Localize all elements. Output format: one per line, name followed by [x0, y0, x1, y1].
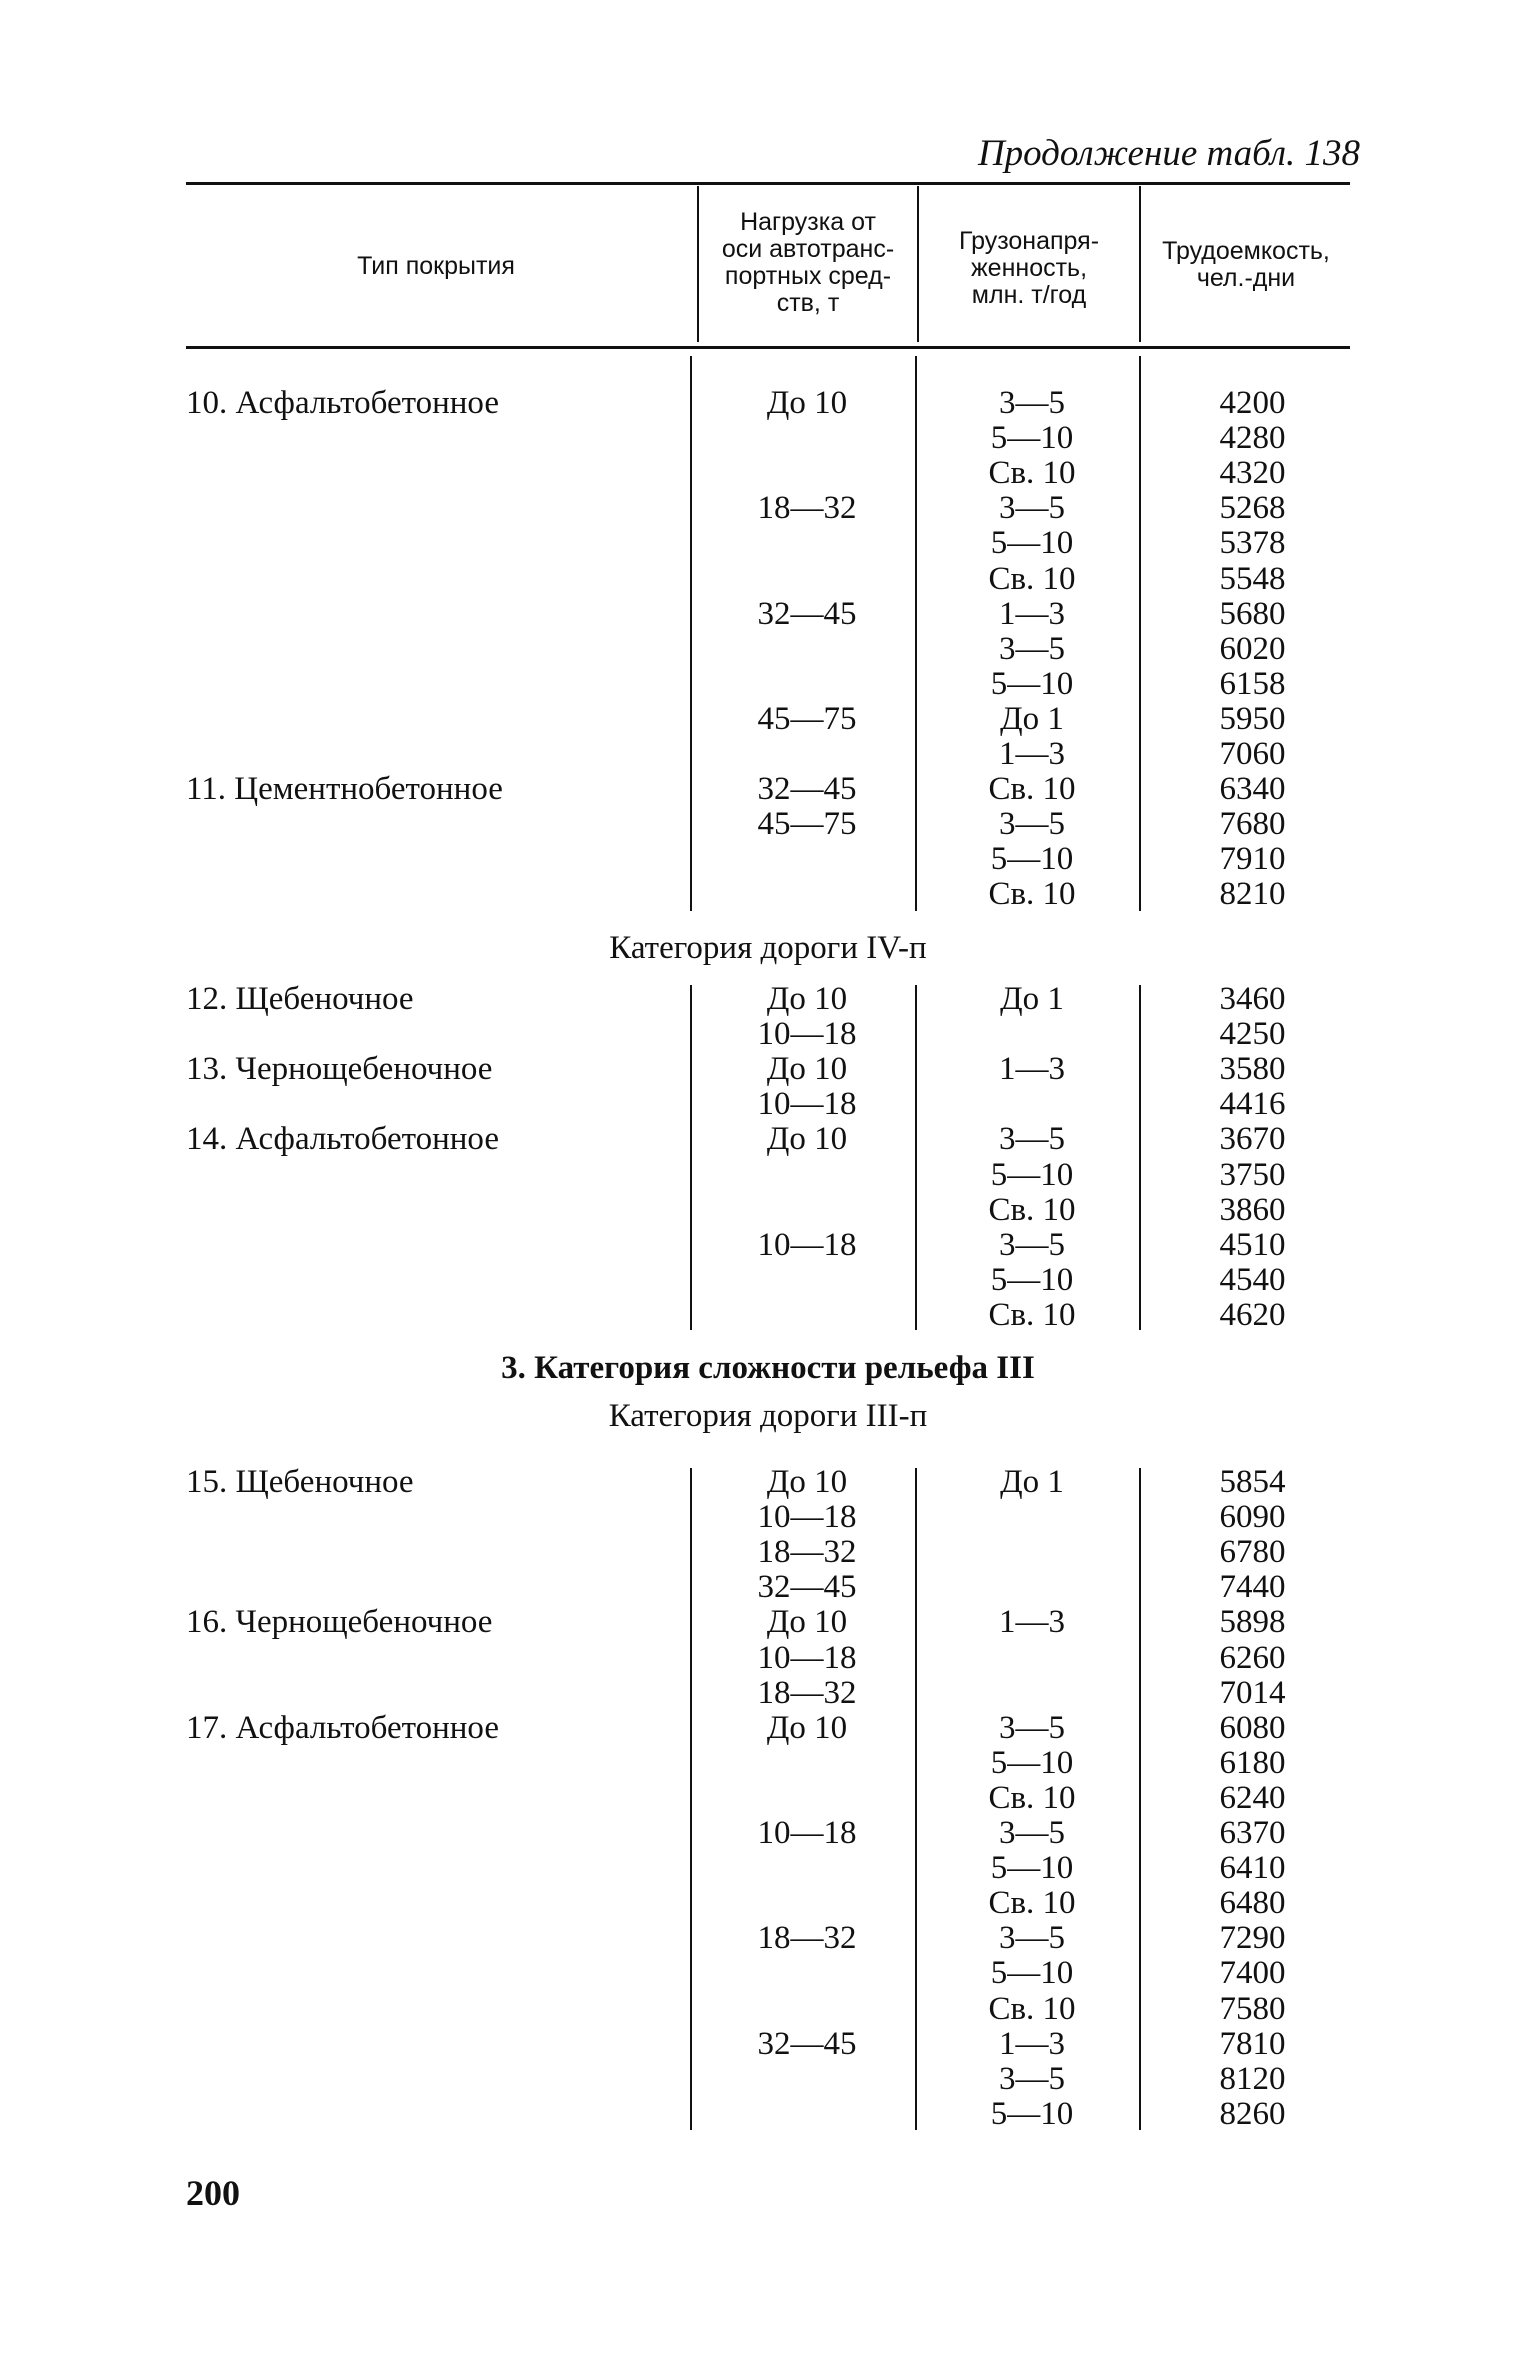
table-row	[0, 1781, 1535, 1816]
cell-cargo: 1—3	[999, 2025, 1065, 2062]
header-load-line: портных сред-	[724, 262, 892, 290]
table-row	[0, 386, 1535, 421]
cell-cargo: 1—3	[999, 1604, 1065, 1641]
page-number: 200	[186, 2173, 240, 2213]
cell-load: 10—18	[757, 1499, 857, 1536]
table-row	[0, 1017, 1535, 1052]
cell-load: 10—18	[757, 1639, 857, 1676]
cell-type: 14. Асфальтобетонное	[186, 1121, 499, 1158]
header-divider-1	[697, 186, 699, 342]
cell-load: 32—45	[757, 771, 857, 808]
table-row	[0, 1263, 1535, 1298]
cell-labor: 7810	[1219, 2025, 1286, 2062]
cell-labor: 3860	[1219, 1191, 1286, 1228]
section-subheading: Категория дороги III-п	[608, 1398, 928, 1434]
cell-type: 17. Асфальтобетонное	[186, 1709, 499, 1746]
table-row	[0, 491, 1535, 526]
cell-labor: 3670	[1219, 1121, 1286, 1158]
cell-labor: 6480	[1219, 1885, 1286, 1922]
cell-cargo: Св. 10	[988, 1296, 1076, 1333]
cell-labor: 3580	[1219, 1051, 1286, 1088]
cell-load: 10—18	[757, 1226, 857, 1263]
cell-labor: 7290	[1219, 1920, 1286, 1957]
cell-cargo: 3—5	[999, 1226, 1065, 1263]
table-row	[0, 456, 1535, 491]
cell-cargo: Св. 10	[988, 1191, 1076, 1228]
cell-cargo: До 1	[1000, 700, 1064, 737]
cell-labor: 6020	[1219, 630, 1286, 667]
cell-labor: 6370	[1219, 1815, 1286, 1851]
cell-labor: 5548	[1219, 560, 1286, 597]
section-subheading: Категория дороги IV-п	[609, 930, 927, 966]
header-divider-2	[917, 186, 919, 342]
cell-labor: 5854	[1219, 1464, 1286, 1500]
cell-cargo: Св. 10	[988, 1990, 1076, 2027]
table-caption: Продолжение табл. 138	[977, 133, 1360, 174]
cell-type: 10. Асфальтобетонное	[186, 385, 499, 421]
cell-labor: 4200	[1219, 385, 1286, 421]
table-row	[0, 2097, 1535, 2132]
table-row	[0, 1956, 1535, 1991]
table-row	[0, 807, 1535, 842]
cell-cargo: 5—10	[990, 2095, 1074, 2132]
cell-labor: 7910	[1219, 841, 1286, 878]
cell-labor: 4540	[1219, 1261, 1286, 1298]
cell-cargo: 5—10	[990, 1261, 1074, 1298]
table-row	[0, 667, 1535, 702]
table-row	[0, 842, 1535, 877]
cell-cargo: До 1	[1000, 1464, 1064, 1500]
table-row	[0, 702, 1535, 737]
cell-load: 10—18	[757, 1016, 857, 1053]
cell-cargo: 3—5	[999, 630, 1065, 667]
cell-cargo: 1—3	[999, 595, 1065, 632]
header-cargo-line: млн. т/год	[971, 281, 1087, 309]
cell-type: 11. Цементнобетонное	[186, 771, 503, 808]
table-row	[0, 1158, 1535, 1193]
cell-labor: 7014	[1219, 1674, 1286, 1711]
table-row	[0, 1641, 1535, 1676]
cell-labor: 3750	[1219, 1156, 1286, 1193]
cell-cargo: 5—10	[990, 841, 1074, 878]
table-row	[0, 737, 1535, 772]
cell-labor: 8120	[1219, 2060, 1286, 2097]
table-row	[0, 1676, 1535, 1711]
cell-labor: 6090	[1219, 1499, 1286, 1536]
cell-cargo: Св. 10	[988, 876, 1076, 913]
cell-load: 32—45	[757, 1569, 857, 1606]
table-row	[0, 982, 1535, 1017]
table-row	[0, 1711, 1535, 1746]
cell-cargo: 1—3	[999, 736, 1065, 772]
cell-cargo: 5—10	[990, 1955, 1074, 1992]
table-row	[0, 1570, 1535, 1605]
table-row	[0, 1052, 1535, 1087]
cell-labor: 5898	[1219, 1604, 1286, 1641]
cell-cargo: 3—5	[999, 806, 1065, 843]
cell-cargo: 3—5	[999, 1920, 1065, 1957]
cell-cargo: 3—5	[999, 1815, 1065, 1851]
cell-labor: 6180	[1219, 1744, 1286, 1781]
cell-load: До 10	[766, 1709, 848, 1746]
cell-load: До 10	[766, 385, 848, 421]
cell-labor: 8260	[1219, 2095, 1286, 2132]
cell-labor: 7400	[1219, 1955, 1286, 1992]
table-row	[0, 1535, 1535, 1570]
table-row	[0, 1122, 1535, 1157]
cell-cargo: 5—10	[990, 1156, 1074, 1193]
cell-labor: 6240	[1219, 1779, 1286, 1816]
section-heading: 3. Категория сложности рельефа III	[501, 1350, 1035, 1386]
cell-labor: 3460	[1219, 981, 1286, 1017]
cell-labor: 7440	[1219, 1569, 1286, 1606]
header-labor	[1142, 238, 1350, 292]
table-row	[0, 1193, 1535, 1228]
cell-cargo: 3—5	[999, 1709, 1065, 1746]
cell-labor: 4250	[1219, 1016, 1286, 1053]
table-row	[0, 1228, 1535, 1263]
table-row	[0, 1851, 1535, 1886]
cell-labor: 4320	[1219, 455, 1286, 492]
table-row	[0, 2062, 1535, 2097]
cell-labor: 5950	[1219, 700, 1286, 737]
cell-cargo: 5—10	[990, 1744, 1074, 1781]
cell-load: До 10	[766, 981, 848, 1017]
cell-labor: 6260	[1219, 1639, 1286, 1676]
table-row	[0, 1746, 1535, 1781]
table-row	[0, 772, 1535, 807]
table-row	[0, 526, 1535, 561]
cell-cargo: 5—10	[990, 420, 1074, 457]
cell-labor: 4620	[1219, 1296, 1286, 1333]
cell-cargo: Св. 10	[988, 1885, 1076, 1922]
cell-labor: 5268	[1219, 490, 1286, 527]
cell-labor: 8210	[1219, 876, 1286, 913]
table-row	[0, 1087, 1535, 1122]
cell-labor: 7680	[1219, 806, 1286, 843]
cell-type: 12. Щебеночное	[186, 981, 414, 1017]
cell-labor: 4280	[1219, 420, 1286, 457]
cell-type: 16. Чернощебеночное	[186, 1604, 493, 1641]
cell-labor: 6410	[1219, 1850, 1286, 1887]
table-row	[0, 1886, 1535, 1921]
cell-load: 18—32	[757, 1674, 857, 1711]
table-row	[0, 1921, 1535, 1956]
cell-load: До 10	[766, 1121, 848, 1158]
cell-cargo: 3—5	[999, 1121, 1065, 1158]
cell-labor: 6340	[1219, 771, 1286, 808]
table-row	[0, 1500, 1535, 1535]
header-labor-line: Трудоемкость,	[1162, 237, 1330, 265]
cell-load: 18—32	[757, 1534, 857, 1571]
cell-load: 45—75	[757, 806, 857, 843]
table-row	[0, 1816, 1535, 1851]
cell-type: 13. Чернощебеночное	[186, 1051, 493, 1088]
table-row	[0, 597, 1535, 632]
table-row	[0, 632, 1535, 667]
cell-load: До 10	[766, 1604, 848, 1641]
header-cargo-line: женность,	[970, 254, 1088, 282]
cell-load: 18—32	[757, 490, 857, 527]
table-row	[0, 1298, 1535, 1333]
cell-labor: 6080	[1219, 1709, 1286, 1746]
cell-labor: 7580	[1219, 1990, 1286, 2027]
cell-cargo: Св. 10	[988, 455, 1076, 492]
cell-load: 18—32	[757, 1920, 857, 1957]
table-row	[0, 562, 1535, 597]
header-labor-line: чел.-дни	[1196, 264, 1296, 292]
cell-cargo: 5—10	[990, 525, 1074, 562]
table-row	[0, 1992, 1535, 2027]
cell-cargo: 5—10	[990, 1850, 1074, 1887]
header-load-line: Нагрузка от	[740, 208, 876, 236]
cell-load: До 10	[766, 1051, 848, 1088]
header-type-label: Тип покрытия	[357, 252, 515, 280]
cell-type: 15. Щебеночное	[186, 1464, 414, 1500]
header-bottom-rule	[186, 346, 1350, 349]
header-load-line: оси автотранс-	[721, 235, 895, 263]
cell-cargo: Св. 10	[988, 560, 1076, 597]
table-top-rule	[186, 182, 1350, 185]
cell-cargo: 3—5	[999, 385, 1065, 421]
cell-cargo: 3—5	[999, 490, 1065, 527]
table-row	[0, 2027, 1535, 2062]
cell-load: 10—18	[757, 1086, 857, 1123]
cell-cargo: 1—3	[999, 1051, 1065, 1088]
cell-load: 45—75	[757, 700, 857, 737]
cell-load: 10—18	[757, 1815, 857, 1851]
cell-load: До 10	[766, 1464, 848, 1500]
cell-load: 32—45	[757, 2025, 857, 2062]
cell-labor: 4416	[1219, 1086, 1286, 1123]
cell-cargo: 5—10	[990, 665, 1074, 702]
table-row	[0, 1465, 1535, 1500]
table-row	[0, 421, 1535, 456]
cell-labor: 7060	[1219, 736, 1286, 772]
cell-labor: 6780	[1219, 1534, 1286, 1571]
cell-load: 32—45	[757, 595, 857, 632]
table-row	[0, 1605, 1535, 1640]
cell-cargo: Св. 10	[988, 771, 1076, 808]
cell-labor: 5680	[1219, 595, 1286, 632]
cell-cargo: Св. 10	[988, 1779, 1076, 1816]
cell-labor: 6158	[1219, 665, 1286, 702]
header-cargo-line: Грузонапря-	[958, 227, 1100, 255]
header-load	[700, 209, 916, 317]
cell-labor: 5378	[1219, 525, 1286, 562]
cell-labor: 4510	[1219, 1226, 1286, 1263]
cell-cargo: 3—5	[999, 2060, 1065, 2097]
header-cargo	[920, 228, 1138, 309]
header-divider-3	[1139, 186, 1141, 342]
cell-cargo: До 1	[1000, 981, 1064, 1017]
header-type	[186, 253, 686, 280]
table-row	[0, 877, 1535, 912]
header-load-line: ств, т	[776, 289, 840, 317]
